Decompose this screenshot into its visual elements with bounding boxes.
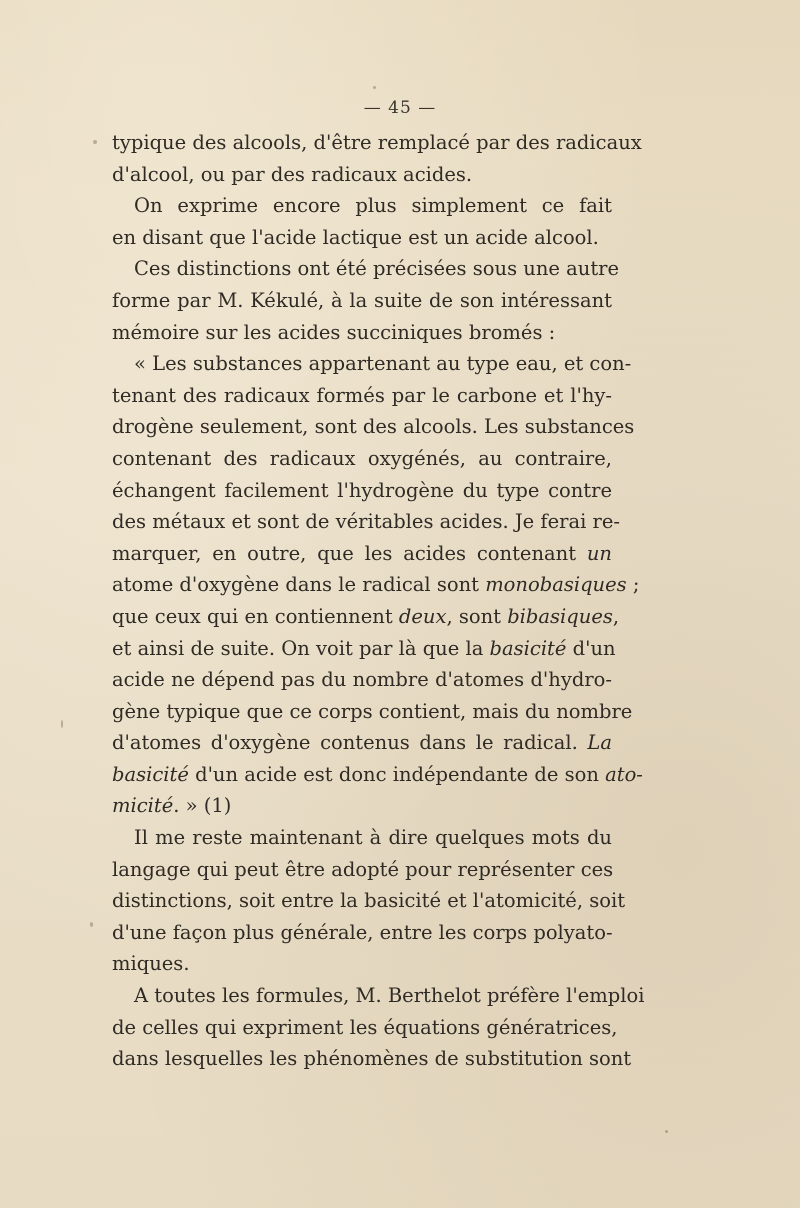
- text-line: [112, 1043, 632, 1075]
- italic-text: un: [586, 541, 612, 565]
- text-line: [112, 948, 612, 980]
- text-line: [112, 159, 612, 191]
- italic-text: basicité: [489, 636, 567, 660]
- text-run: tenant des radicaux formés par le carbone et l'hy-: [112, 383, 612, 407]
- text-line: [112, 633, 616, 665]
- italic-text: ato-: [605, 762, 643, 786]
- text-line: [112, 317, 612, 349]
- text-run: d'alcool, ou par des radicaux acides.: [112, 162, 473, 186]
- italic-text: La: [587, 731, 612, 755]
- text-run: d'un acide est donc indépendante de son: [188, 762, 606, 786]
- text-run: et ainsi de suite. On voit par là que la: [112, 636, 490, 660]
- italic-text: bibasiques: [507, 604, 613, 628]
- text-run: Il me reste maintenant à dire quelques mots du: [134, 826, 612, 850]
- text-run: typique des alcools, d'être remplacé par des radicaux: [112, 131, 642, 154]
- text-line: [112, 411, 635, 443]
- italic-text: basicité: [112, 762, 189, 786]
- text-line: [112, 1012, 618, 1044]
- text-line: [112, 980, 645, 1012]
- text-line: [112, 759, 643, 791]
- text-line: [112, 569, 640, 601]
- text-line: [112, 885, 626, 917]
- text-line: [112, 601, 620, 633]
- text-line: [112, 475, 612, 507]
- text-run: , sont: [446, 604, 508, 628]
- text-line: [112, 790, 612, 822]
- page-number: — 45 —: [363, 98, 437, 118]
- text-run: échangent facilement l'hydrogène du type contre: [112, 478, 612, 502]
- text-run: contenant des radicaux oxygénés, au contraire,: [112, 446, 612, 470]
- text-line: [112, 538, 612, 570]
- text-line: [112, 443, 612, 475]
- text-run: ;: [626, 573, 640, 597]
- text-line: [112, 727, 612, 759]
- text-run: miques.: [112, 952, 190, 976]
- text-run: dans lesquelles les phénomènes de substitution sont: [112, 1047, 632, 1071]
- text-run: de celles qui expriment les équations génératrices,: [112, 1015, 618, 1039]
- text-run: d'un: [566, 636, 616, 660]
- text-line: [112, 253, 620, 285]
- paper-speck: [93, 140, 97, 144]
- text-run: mémoire sur les acides succiniques bromés :: [112, 320, 556, 344]
- text-run: langage qui peut être adopté pour représenter ces: [112, 857, 614, 881]
- text-line: [112, 285, 612, 317]
- body-text: [112, 127, 645, 1075]
- text-run: . » (1): [173, 794, 232, 818]
- text-line: [112, 127, 642, 159]
- text-run: drogène seulement, sont des alcools. Les substances: [112, 415, 635, 439]
- text-line: [112, 190, 612, 222]
- text-run: acide ne dépend pas du nombre d'atomes d'hydro-: [112, 668, 612, 692]
- italic-text: monobasiques: [485, 573, 627, 597]
- text-run: gène typique que ce corps contient, mais du nombre: [112, 699, 633, 723]
- text-run: des métaux et sont de véritables acides. Je ferai re-: [112, 510, 621, 534]
- text-run: d'atomes d'oxygène contenus dans le radical.: [112, 731, 588, 755]
- text-run: atome d'oxygène dans le radical sont: [112, 573, 486, 597]
- text-run: en disant que l'acide lactique est un acide alcool.: [112, 225, 599, 249]
- paper-speck: [665, 1130, 668, 1133]
- text-run: marquer, en outre, que les acides contenant: [112, 541, 587, 565]
- text-run: Ces distinctions ont été précisées sous une autre: [134, 257, 620, 281]
- text-line: [112, 822, 612, 854]
- text-run: d'une façon plus générale, entre les corps polyato-: [112, 920, 613, 944]
- paper-speck: [90, 922, 93, 927]
- text-line: [112, 917, 612, 949]
- text-run: ,: [612, 604, 620, 628]
- text-line: [112, 222, 612, 254]
- paper-speck: [373, 86, 376, 89]
- text-run: A toutes les formules, M. Berthelot préfère l'emploi: [134, 984, 645, 1008]
- text-run: On exprime encore plus simplement ce fait: [134, 194, 612, 218]
- text-line: [112, 348, 632, 380]
- italic-text: deux: [398, 604, 447, 628]
- text-line: [112, 854, 612, 886]
- text-line: [112, 696, 633, 728]
- italic-text: micité: [112, 794, 174, 818]
- text-line: [112, 506, 621, 538]
- text-line: [112, 380, 612, 412]
- text-run: distinctions, soit entre la basicité et l'atomicité, soit: [112, 889, 626, 913]
- text-run: « Les substances appartenant au type eau, et con-: [134, 352, 632, 376]
- text-run: que ceux qui en contiennent: [112, 604, 399, 628]
- text-run: forme par M. Kékulé, à la suite de son intéressant: [112, 288, 612, 312]
- paper-speck: [61, 720, 63, 728]
- paper-speck: [620, 900, 622, 902]
- text-line: [112, 664, 612, 696]
